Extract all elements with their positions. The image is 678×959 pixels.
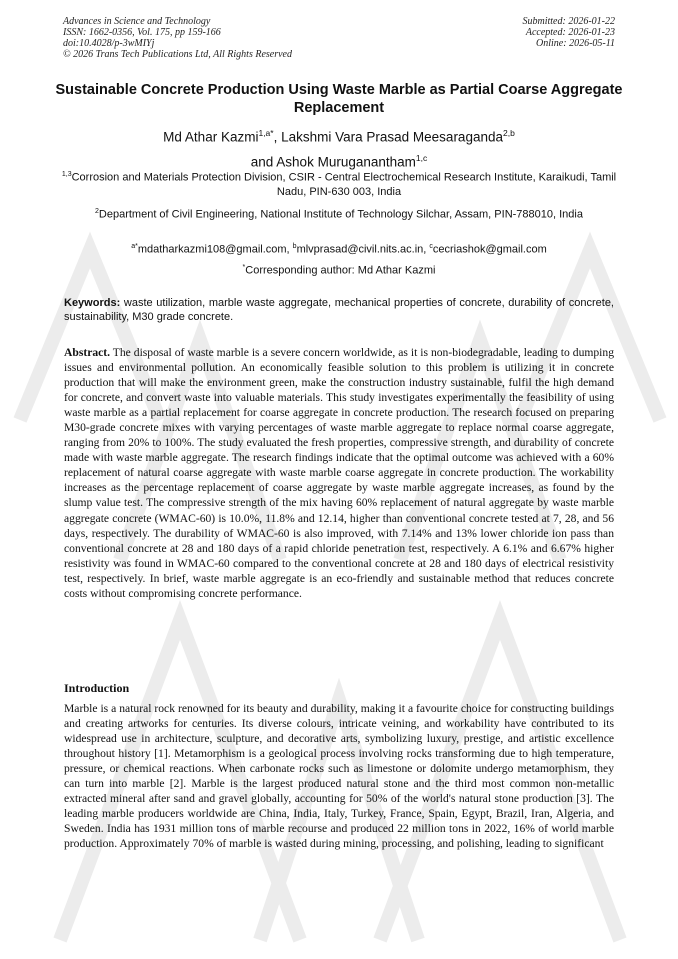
author-affiliation-sup: 2,b bbox=[502, 128, 515, 138]
journal-info bbox=[63, 16, 292, 60]
affiliation-1 bbox=[60, 168, 618, 200]
affiliation-2 bbox=[60, 205, 618, 222]
affiliation-sup: 1,3 bbox=[61, 171, 72, 178]
affiliation-sup: 2 bbox=[95, 208, 99, 215]
email-link[interactable]: mdatharkazmi108@gmail.com, bbox=[137, 243, 293, 256]
email-sup: c bbox=[429, 243, 433, 250]
journal-name: Advances in Science and Technology bbox=[63, 16, 211, 27]
author-list bbox=[40, 123, 638, 172]
affiliation-text: Department of Civil Engineering, National Institute of Technology Silchar, Assam, PIN-788010, India bbox=[98, 208, 583, 221]
date-accepted: Accepted: 2026-01-23 bbox=[525, 27, 615, 38]
author-conjunction: and bbox=[250, 154, 277, 169]
author-name: Lakshmi Vara Prasad Meesaraganda bbox=[281, 129, 503, 145]
corresponding-sup: * bbox=[242, 264, 246, 271]
journal-issn: ISSN: 1662-0356, Vol. 175, pp 159-166 bbox=[63, 27, 221, 38]
publication-dates bbox=[523, 16, 616, 49]
introduction-text: Marble is a natural rock renowned for its beauty and durability, making it a favourite choice for constructing buildings and creating artworks for centuries. Its diverse colours, intricate veining, and workability have contributed to its widespread use in architecture, sculpture, and decorative arts, symbolizing luxury, prestige, and artistic excellence throughout history [1]. Metamorphism is a geological process involving rocks transforming due to high temperature, pressure, or chemical reactions. When carbonate rocks such as limestone or dolomite undergo metamorphism, they can turn into marble [2]. Marble is the largest produced natural stone and the third most common non-metallic extracted mineral after sand and gravel globally, accounting for 50% of the world's natural stone production [3]. The leading marble producers worldwide are China, India, Italy, Turkey, France, Spain, Egypt, Brazil, Iran, Algeria, and Sweden. India has 1931 million tons of marble recourse and produced 22 million tons in 2022, 16% of world marble production. Approximately 70% of marble is wasted during mining, processing, and polishing, leading to significant bbox=[64, 702, 614, 851]
abstract-text: The disposal of waste marble is a severe concern worldwide, as it is non-biodegradable, leading to dumping issues and environmental pollution. An economically feasible solution to this problem is utilizing it in concrete production that will make the environment green, make the construction industry sustainable, fulfil the high demand for concrete, and convert waste into valuable materials. This study investigates experimentally the feasibility of using waste marble as a partial replacement for coarse aggregate in concrete production. The research focused on preparing M30-grade concrete mixes with varying percentages of waste marble aggregate to replace normal coarse aggregate, ranging from 20% to 100%. The study evaluated the fresh properties, compressive strength, and durability of concrete made with waste marble aggregate. The research findings indicate that the optimal outcome was achieved with a 60% replacement of natural coarse aggregate with waste marble coarse aggregate in concrete production. The workability increases as the percentage replacement of coarse aggregate by waste marble aggregate increases, as found by the slump value test. The compressive strength of the mix having 60% replacement of natural aggregate by waste marble aggregate concrete (WMAC-60) is 10.0%, 11.8% and 12.14, higher than conventional concrete tested at 7, 28, and 56 days, respectively. The durability of WMAC-60 is also improved, with 7.14% and 13% lower chloride ion pass than conventional concrete at 28 and 180 days of a rapid chloride penetration test, respectively. A 6.1% and 6.67% higher resistivity was found in WMAC-60 compared to the conventional concrete at 28 and 180 days of electrical resistivity test, respectively. In brief, waste marble aggregate is an eco-friendly and sustainable method that reduces concrete costs without compromising concrete performance. bbox=[64, 346, 614, 600]
journal-copyright: © 2026 Trans Tech Publications Ltd, All Rights Reserved bbox=[63, 49, 292, 60]
section-heading-introduction: Introduction bbox=[64, 681, 130, 695]
abstract-label: Abstract. bbox=[64, 346, 111, 359]
date-online: Online: 2026-05-11 bbox=[536, 38, 615, 49]
email-sup: b bbox=[292, 243, 297, 250]
email-link[interactable]: cecriashok@gmail.com bbox=[432, 243, 547, 256]
keywords bbox=[64, 296, 614, 324]
abstract bbox=[64, 345, 614, 601]
author-name: Md Athar Kazmi bbox=[163, 129, 259, 145]
email-sup: a* bbox=[131, 243, 138, 250]
author-name: Ashok Muruganantham bbox=[276, 154, 416, 169]
paper-title: Sustainable Concrete Production Using Waste Marble as Partial Coarse Aggregate Replacement bbox=[55, 82, 623, 116]
journal-doi[interactable]: doi:10.4028/p-3wMIYj bbox=[63, 38, 155, 49]
author-affiliation-sup: 1,a* bbox=[258, 128, 274, 138]
email-link[interactable]: mlvprasad@civil.nits.ac.in, bbox=[296, 243, 430, 256]
corresponding-text: Corresponding author: Md Athar Kazmi bbox=[245, 264, 436, 277]
date-submitted: Submitted: 2026-01-22 bbox=[522, 16, 615, 27]
keywords-text: waste utilization, marble waste aggregate, mechanical properties of concrete, durability of concrete, sustainability, M30 grade concrete. bbox=[64, 297, 614, 323]
corresponding-author bbox=[60, 261, 618, 278]
author-separator: , bbox=[273, 129, 282, 145]
affiliation-text: Corrosion and Materials Protection Division, CSIR - Central Electrochemical Research Institute, Karaikudi, Tamil Nadu, PIN-630 003, India bbox=[71, 171, 617, 199]
keywords-label: Keywords: bbox=[64, 297, 121, 309]
author-emails bbox=[60, 240, 618, 257]
author-affiliation-sup: 1,c bbox=[415, 152, 428, 163]
